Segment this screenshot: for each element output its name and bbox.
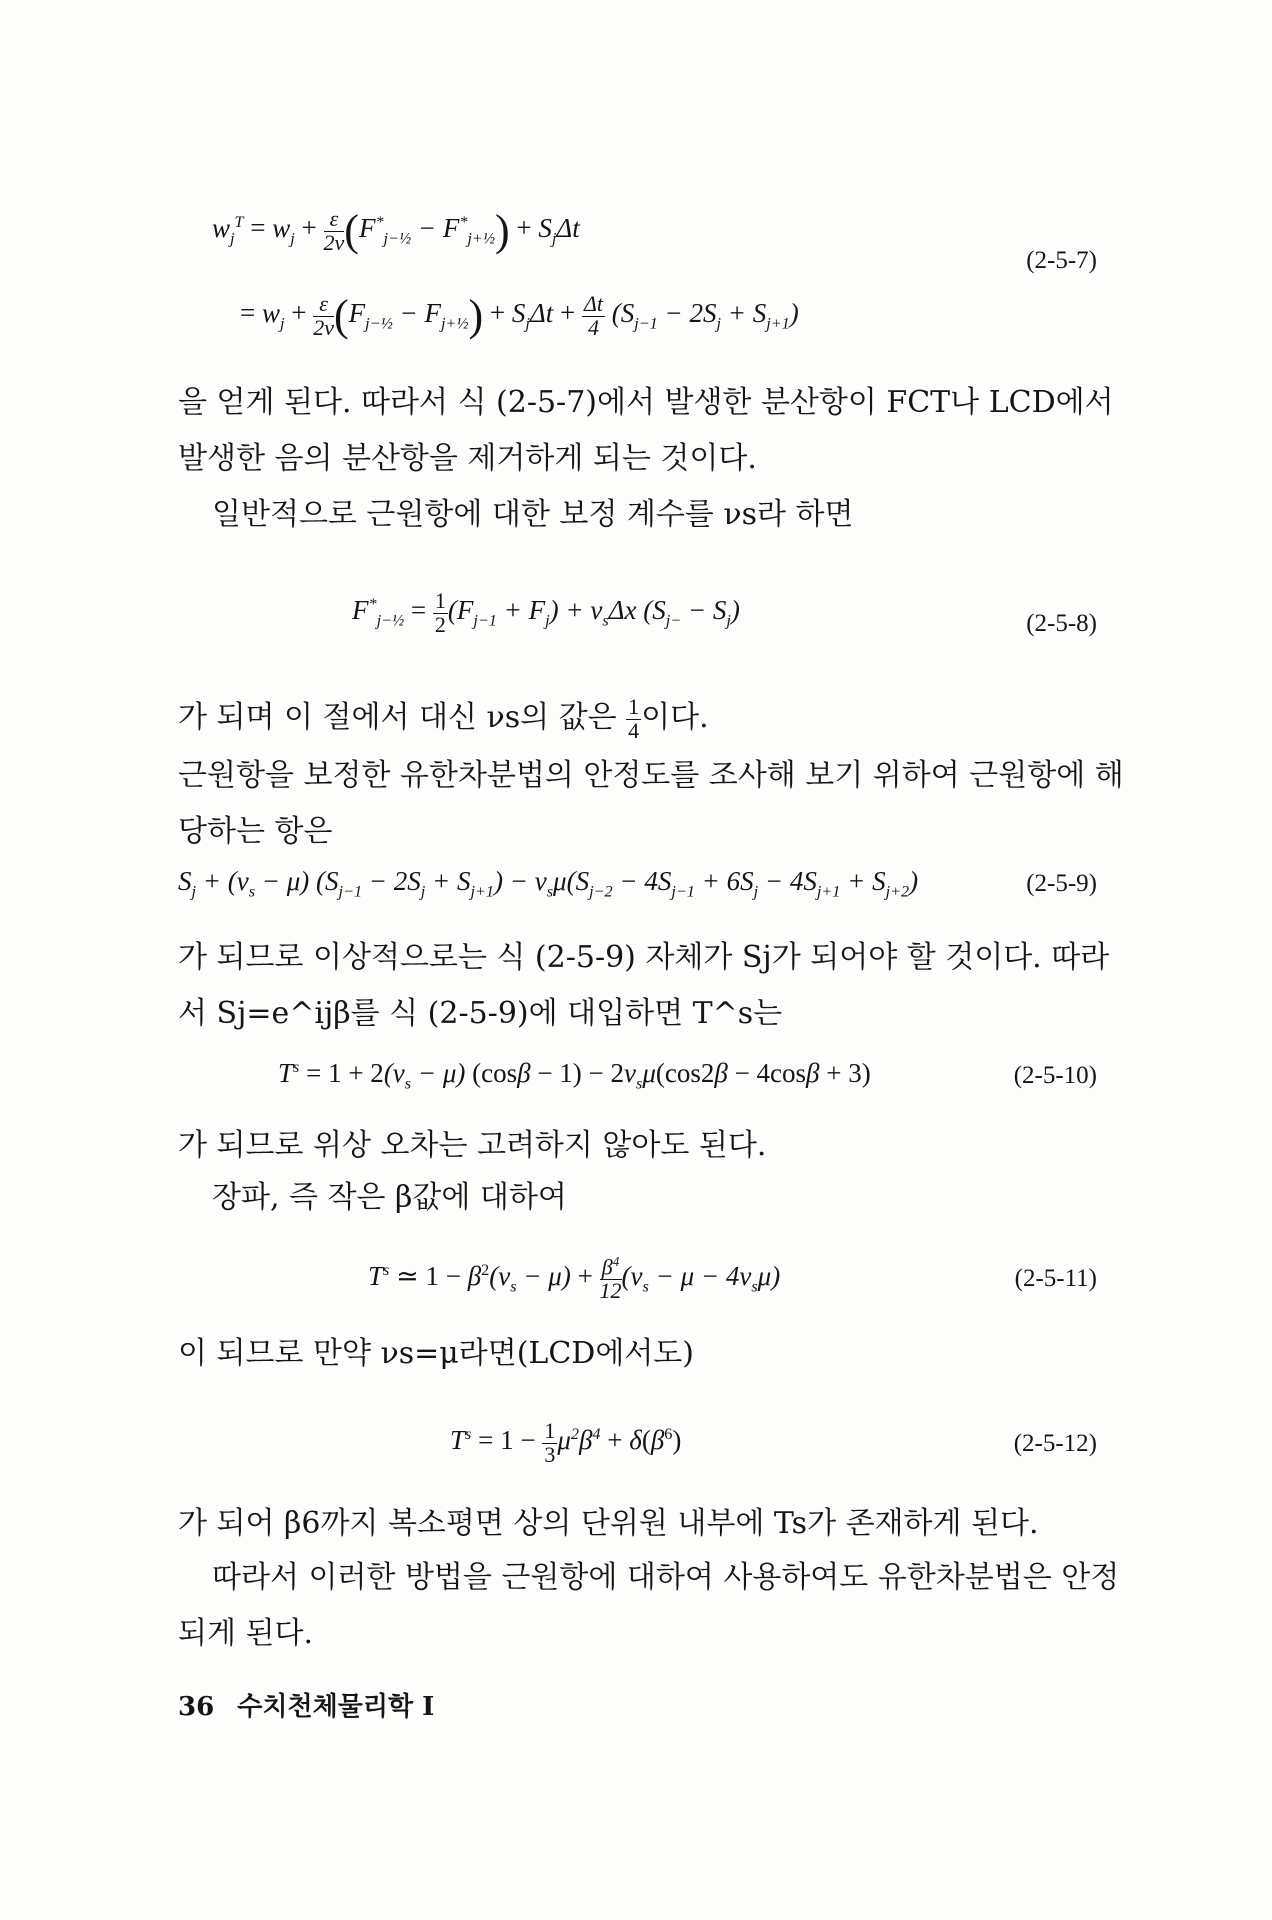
equation-number: (2-5-8) bbox=[1026, 610, 1097, 637]
paragraph: 가 되어 β6까지 복소평면 상의 단위원 내부에 Ts가 존재하게 된다. bbox=[178, 1506, 1039, 1541]
paragraph: 장파, 즉 작은 β값에 대하여 bbox=[212, 1180, 567, 1215]
paragraph: 근원항을 보정한 유한차분법의 안정도를 조사해 보기 위하여 근원항에 해당하는 항은 bbox=[178, 758, 1124, 849]
paragraph-text: 이다. bbox=[641, 700, 709, 735]
paragraph: 가 되므로 이상적으로는 식 (2-5-9) 자체가 Sj가 되어야 할 것이다. 따라서 Sj=e^ijβ를 식 (2-5-9)에 대입하면 T^s는 bbox=[178, 940, 1110, 1031]
paragraph: 따라서 이러한 방법을 근원항에 대하여 사용하여도 유한차분법은 안정되게 된다. bbox=[178, 1560, 1120, 1651]
equation-number: (2-5-12) bbox=[1013, 1430, 1097, 1457]
paragraph-text: 가 되며 이 절에서 대신 νs의 값은 bbox=[178, 700, 617, 735]
equation-2-5-9: $S_j + (\nu_s - \mu) (S_{j-1} - 2S_j + S_{j+1}) - \nu_s\mu(S_{j-2} - 4S_{j-1} + 6S_j - 4S_{j+1} + S_{j+2})$ bbox=[178, 866, 919, 901]
equation-number: (2-5-9) bbox=[1026, 870, 1097, 897]
paragraph bbox=[178, 690, 1127, 746]
equation-number: (2-5-11) bbox=[1014, 1265, 1097, 1292]
equation-number: (2-5-10) bbox=[1013, 1062, 1097, 1089]
equation-2-5-10: $T^s = 1 + 2(\nu_s - \mu) (\cos\beta - 1) - 2\nu_s\mu(\cos 2\beta - 4\cos\beta + 3)$ bbox=[278, 1058, 871, 1093]
equation-2-5-7-line2: = $w_j$ + $\frac{\varepsilon}{2v}$ $(F_{j-\frac{1}{2}} - F_{j+\frac{1}{2}}) + S_j\Delta t$ + $\frac{\Delta t}{4}$ $(S_{j-1} - 2S_j + S_{j+1})$ bbox=[240, 290, 799, 340]
equation-2-5-8: $F^*_{j-\frac{1}{2}}$ = $\frac{1}{2}$ $(F_{j-1} + F_j) + \nu_s\Delta x$ $(S_{j-} - S_j)$ bbox=[352, 588, 740, 637]
equation-number: (2-5-7) bbox=[1026, 247, 1097, 274]
equation-2-5-12: $T^s = 1$ − $\frac{1}{3}$ $\mu^2\beta^4 + \delta(\beta^6)$ bbox=[450, 1418, 682, 1467]
book-title: 수치천체물리학 I bbox=[237, 1692, 435, 1722]
paragraph: 가 되므로 위상 오차는 고려하지 않아도 된다. bbox=[178, 1128, 767, 1163]
page-footer bbox=[178, 1686, 434, 1723]
paragraph: 일반적으로 근원항에 대한 보정 계수를 νs라 하면 bbox=[212, 497, 854, 532]
equation-2-5-7-line1: $w_j^T = w_j$ + $\frac{\varepsilon}{2v}$ $(F^*_{j-\frac{1}{2}} - F^*_{j+\frac{1}{2}}) + S_j\Delta t$ bbox=[212, 205, 580, 255]
paragraph: 을 얻게 된다. 따라서 식 (2-5-7)에서 발생한 분산항이 FCT나 LCD에서 발생한 음의 분산항을 제거하게 되는 것이다. bbox=[178, 385, 1114, 476]
page-number: 36 bbox=[178, 1692, 215, 1722]
paragraph: 이 되므로 만약 νs=μ라면(LCD에서도) bbox=[178, 1336, 694, 1371]
equation-2-5-11: $T^s$ ≃ $1 - \beta^2(\nu_s - \mu)$ + $\frac{\beta^4}{12}$ $(\nu_s - \mu - 4\nu_s\mu)$ bbox=[368, 1254, 781, 1304]
fraction-one-quarter: $\frac{1}{4}$ bbox=[628, 694, 640, 743]
